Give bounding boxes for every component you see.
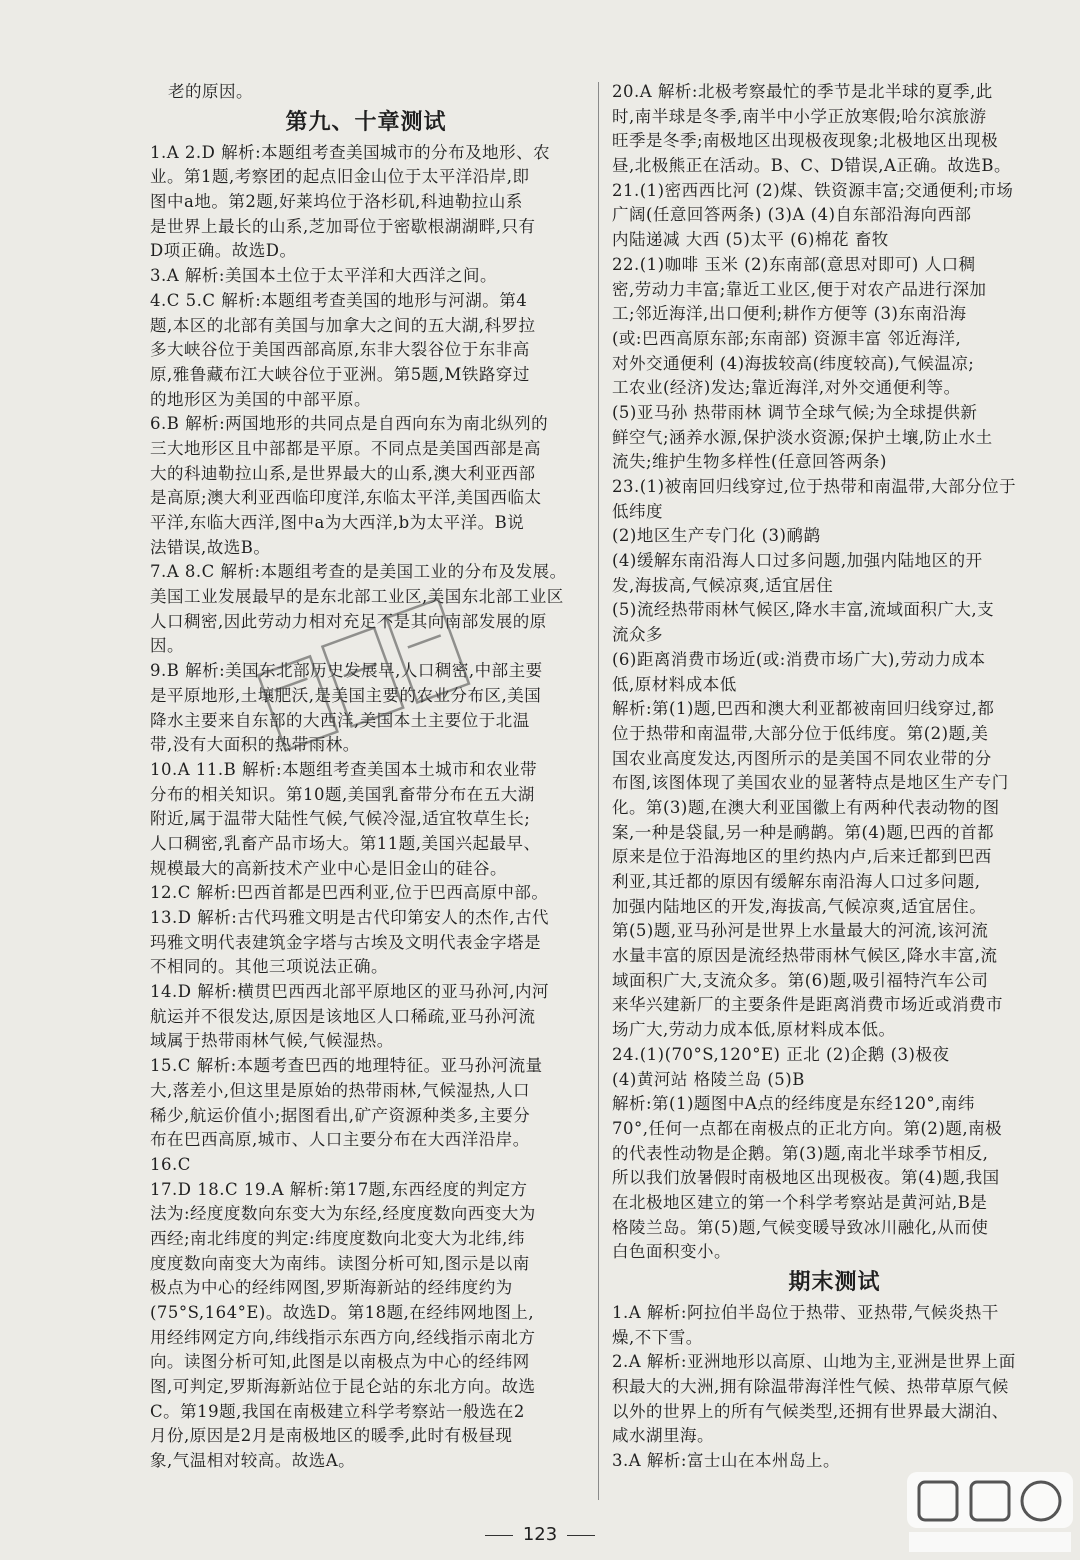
text-line: 大的科迪勒拉山系,是世界最大的山系,澳大利亚西部 <box>150 463 536 483</box>
text-line: 的地形区为美国的中部平原。 <box>150 389 371 409</box>
text-line: 是平原地形,土壤肥沃,是美国主要的农业分布区,美国 <box>150 685 542 705</box>
text-line: 老的原因。 <box>168 82 253 101</box>
text-line: 咸水湖里海。 <box>612 1426 714 1446</box>
text-line: 旺季是冬季;南极地区出现极夜现象;北极地区出现极 <box>612 131 999 151</box>
text-line: 20.A 解析:北极考察最忙的季节是北半球的夏季,此 <box>612 82 993 101</box>
text-line: 是世界上最长的山系,芝加哥位于密歇根湖湖畔,只有 <box>150 216 536 236</box>
text-line: 格陵兰岛。第(5)题,气候变暖导致冰川融化,从而使 <box>612 1217 989 1237</box>
text-line: 1.A 解析:阿拉伯半岛位于热带、亚热带,气候炎热干 <box>612 1303 999 1322</box>
text-line: 流失;维护生物多样性(任意回答两条) <box>612 452 887 472</box>
text-line: 美国工业发展最早的是东北部工业区,美国东北部工业区 <box>150 587 564 607</box>
text-line: 的代表性动物是企鹅。第(3)题,南北半球季节相反, <box>612 1143 989 1163</box>
text-line: 向。读图分析可知,此图是以南极点为中心的经纬网 <box>150 1352 530 1372</box>
text-line: 用经纬网定方向,纬线指示东西方向,经线指示南北方 <box>150 1327 536 1347</box>
text-line: 法为:经度度数向东变大为东经,经度度数向西变大为 <box>150 1204 536 1224</box>
text-line: 6.B 解析:两国地形的共同点是自西向东为南北纵列的 <box>150 414 549 434</box>
column-divider <box>598 82 599 1500</box>
text-line: 第(5)题,亚马孙河是世界上水量最大的河流,该河流 <box>612 921 989 941</box>
text-line: 23.(1)被南回归线穿过,位于热带和南温带,大部分位于 <box>612 477 1017 496</box>
text-line: (4)缓解东南沿海人口过多问题,加强内陆地区的开 <box>612 551 983 571</box>
text-line: (4)黄河站 格陵兰岛 (5)B <box>612 1069 805 1089</box>
text-line: 解析:第(1)题,巴西和澳大利亚都被南回归线穿过,都 <box>612 699 995 719</box>
text-line: D项正确。故选D。 <box>150 241 297 261</box>
text-line: 9.B 解析:美国东北部历史发展早,人口稠密,中部主要 <box>150 661 543 681</box>
text-line: 14.D 解析:横贯巴西西北部平原地区的亚马孙河,内河 <box>150 982 550 1002</box>
text-line: 70°,任何一点都在南极点的正北方向。第(2)题,南极 <box>612 1118 1003 1138</box>
text-line: 10.A 11.B 解析:本题组考查美国本土城市和农业带 <box>150 759 538 779</box>
text-line: 原来是位于沿海地区的里约热内卢,后来迁都到巴西 <box>612 847 992 867</box>
watermark-logo <box>905 1470 1075 1555</box>
left-column <box>150 80 582 1474</box>
text-line: 流众多 <box>612 625 663 645</box>
text-line: 3.A 解析:富士山在本州岛上。 <box>612 1451 840 1471</box>
text-line: 2.A 解析:亚洲地形以高原、山地为主,亚洲是世界上面 <box>612 1352 1016 1372</box>
text-line: 3.A 解析:美国本土位于太平洋和大西洋之间。 <box>150 266 497 286</box>
text-line: 密,劳动力丰富;靠近工业区,便于对农产品进行深加 <box>612 279 987 299</box>
text-line: (5)流经热带雨林气候区,降水丰富,流域面积广大,支 <box>612 600 995 620</box>
text-line: 域面积广大,支流众多。第(6)题,吸引福特汽车公司 <box>612 970 989 990</box>
text-line: 题,本区的北部有美国与加拿大之间的五大湖,科罗拉 <box>150 315 536 335</box>
text-line: 22.(1)咖啡 玉米 (2)东南部(意思对即可) 人口稠 <box>612 254 976 274</box>
text-line: 平洋,东临大西洋,图中a为大西洋,b为太平洋。B说 <box>150 513 525 532</box>
text-line: 案,一种是袋鼠,另一种是鸸鹋。第(4)题,巴西的首都 <box>612 822 995 842</box>
text-line: 低纬度 <box>612 501 663 521</box>
text-line: 稀少,航运价值小;据图看出,矿产资源种类多,主要分 <box>150 1105 531 1125</box>
text-line: 位于热带和南温带,大部分位于低纬度。第(2)题,美 <box>612 723 989 743</box>
section-heading: 第九、十章测试 <box>285 109 447 135</box>
text-line: 4.C 5.C 解析:本题组考查美国的地形与河湖。第4 <box>150 290 528 310</box>
text-line: 是高原;澳大利亚西临印度洋,东临太平洋,美国西临太 <box>150 488 542 508</box>
text-line: 原,雅鲁藏布江大峡谷位于亚洲。第5题,M铁路穿过 <box>150 364 530 384</box>
text-line: 图,可判定,罗斯海新站位于昆仑站的东北方向。故选 <box>150 1377 536 1397</box>
text-line: 大,落差小,但这里是原始的热带雨林,气候湿热,人口 <box>150 1080 530 1100</box>
section-heading: 期末测试 <box>788 1270 881 1295</box>
text-line: 规模最大的高新技术产业中心是旧金山的硅谷。 <box>150 858 507 878</box>
text-line: 工;邻近海洋,出口便利;耕作方便等 (3)东南沿海 <box>612 304 967 324</box>
text-line: 国农业高度发达,丙图所示的是美国不同农业带的分 <box>612 748 992 768</box>
text-line: 利亚,其迁都的原因有缓解东南沿海人口过多问题, <box>612 872 981 891</box>
text-line: 带,没有大面积的热带雨林。 <box>150 735 360 755</box>
page-number-text: 123 <box>522 1524 558 1545</box>
text-line: 24.(1)(70°S,120°E) 正北 (2)企鹅 (3)极夜 <box>612 1044 950 1064</box>
text-line: 业。第1题,考察团的起点旧金山位于太平洋沿岸,即 <box>150 167 530 187</box>
text-line: 对外交通便利 (4)海拔较高(纬度较高),气候温凉; <box>612 353 975 373</box>
text-line: 象,气温相对较高。故选A。 <box>150 1451 356 1471</box>
text-line: 三大地形区且中部都是平原。不同点是美国西部是高 <box>150 438 541 458</box>
right-column <box>612 80 1057 1474</box>
text-line: 鲜空气;涵养水源,保护淡水资源;保护土壤,防止水土 <box>612 427 993 447</box>
text-line: 时,南半球是冬季,南半中小学正放寒假;哈尔滨旅游 <box>612 106 987 126</box>
text-line: 积最大的大洲,拥有除温带海洋性气候、热带草原气候 <box>612 1377 1009 1397</box>
text-line: 低,原材料成本低 <box>612 674 737 694</box>
text-line: 1.A 2.D 解析:本题组考查美国城市的分布及地形、农 <box>150 142 551 162</box>
text-line: 21.(1)密西西比河 (2)煤、铁资源丰富;交通便利;市场 <box>612 180 1014 200</box>
text-line: 图中a地。第2题,好莱坞位于洛杉矶,科迪勒拉山系 <box>150 192 523 212</box>
text-line: 17.D 18.C 19.A 解析:第17题,东西经度的判定方 <box>150 1179 528 1199</box>
text-line: 法错误,故选B。 <box>150 537 271 557</box>
text-line: 西经;南北纬度的判定:纬度度数向北变大为北纬,纬 <box>150 1228 525 1248</box>
text-line: 布在巴西高原,城市、人口主要分布在大西洋沿岸。 <box>150 1130 530 1150</box>
text-line: 发,海拔高,气候凉爽,适宜居住 <box>612 575 834 595</box>
text-line: C。第19题,我国在南极建立科学考察站一般选在2 <box>150 1401 525 1421</box>
text-line: (5)亚马孙 热带雨林 调节全球气候;为全球提供新 <box>612 402 978 422</box>
text-line: (75°S,164°E)。故选D。第18题,在经纬网地图上, <box>150 1303 535 1322</box>
text-line: 极点为中心的经纬网图,罗斯海新站的经纬度约为 <box>150 1278 513 1298</box>
text-line: 不相同的。其他三项说法正确。 <box>150 957 388 977</box>
text-line: 月份,原因是2月是南极地区的暖季,此时有极昼现 <box>150 1426 513 1446</box>
text-line: 所以我们放暑假时南极地区出现极夜。第(4)题,我国 <box>612 1168 1000 1188</box>
text-line: 工农业(经济)发达;靠近海洋,对外交通便利等。 <box>612 378 961 398</box>
text-line: 白色面积变小。 <box>612 1242 731 1262</box>
text-line: 16.C <box>150 1154 191 1174</box>
text-line: 航运并不很发达,原因是该地区人口稀疏,亚马孙河流 <box>150 1006 536 1026</box>
text-line: 化。第(3)题,在澳大利亚国徽上有两种代表动物的图 <box>612 797 1000 817</box>
text-line: 度度数向南变大为南纬。读图分析可知,图示是以南 <box>150 1253 530 1273</box>
text-line: 玛雅文明代表建筑金字塔与古埃及文明代表金字塔是 <box>150 932 541 952</box>
text-line: 广阔(任意回答两条) (3)A (4)自东部沿海向西部 <box>612 205 972 225</box>
text-line: 来华兴建新厂的主要条件是距离消费市场近或消费市 <box>612 995 1003 1015</box>
text-line: 降水主要来自东部的大西洋,美国本土主要位于北温 <box>150 710 530 730</box>
text-line: 水量丰富的原因是流经热带雨林气候区,降水丰富,流 <box>612 946 998 966</box>
text-line: 在北极地区建立的第一个科学考察站是黄河站,B是 <box>612 1192 988 1212</box>
text-line: 内陆递减 大西 (5)太平 (6)棉花 畜牧 <box>612 230 889 250</box>
text-line: 加强内陆地区的开发,海拔高,气候凉爽,适宜居住。 <box>612 896 987 916</box>
text-line: 布图,该图体现了美国农业的显著特点是地区生产专门 <box>612 773 1009 793</box>
text-line: 解析:第(1)题图中A点的经纬度是东经120°,南纬 <box>612 1094 975 1114</box>
text-line: (6)距离消费市场近(或:消费市场广大),劳动力成本 <box>612 649 986 669</box>
text-line: 附近,属于温带大陆性气候,气候冷湿,适宜牧草生长; <box>150 809 531 829</box>
text-line: 人口稠密,因此劳动力相对充足不是其向南部发展的原 <box>150 611 547 631</box>
text-line: (或:巴西高原东部;东南部) 资源丰富 邻近海洋, <box>612 328 962 348</box>
text-line: 因。 <box>150 636 184 656</box>
text-line: 域属于热带雨林气候,气候湿热。 <box>150 1031 394 1051</box>
text-line: 燥,不下雪。 <box>612 1327 703 1347</box>
text-line: 7.A 8.C 解析:本题组考查的是美国工业的分布及发展。 <box>150 562 567 582</box>
text-line: 多大峡谷位于美国西部高原,东非大裂谷位于东非高 <box>150 340 530 360</box>
text-line: 分布的相关知识。第10题,美国乳畜带分布在五大湖 <box>150 784 535 804</box>
text-line: (2)地区生产专门化 (3)鸸鹋 <box>612 526 821 546</box>
text-line: 以外的世界上的所有气候类型,还拥有世界最大湖泊、 <box>612 1401 1009 1421</box>
text-line: 场广大,劳动力成本低,原材料成本低。 <box>612 1020 896 1040</box>
text-line: 人口稠密,乳畜产品市场大。第11题,美国兴起最早、 <box>150 833 541 853</box>
text-line: 12.C 解析:巴西首都是巴西利亚,位于巴西高原中部。 <box>150 883 549 903</box>
text-line: 昼,北极熊正在活动。B、C、D错误,A正确。故选B。 <box>612 156 1012 176</box>
text-line: 15.C 解析:本题考查巴西的地理特征。亚马孙河流量 <box>150 1056 543 1076</box>
text-line: 13.D 解析:古代玛雅文明是古代印第安人的杰作,古代 <box>150 908 550 927</box>
